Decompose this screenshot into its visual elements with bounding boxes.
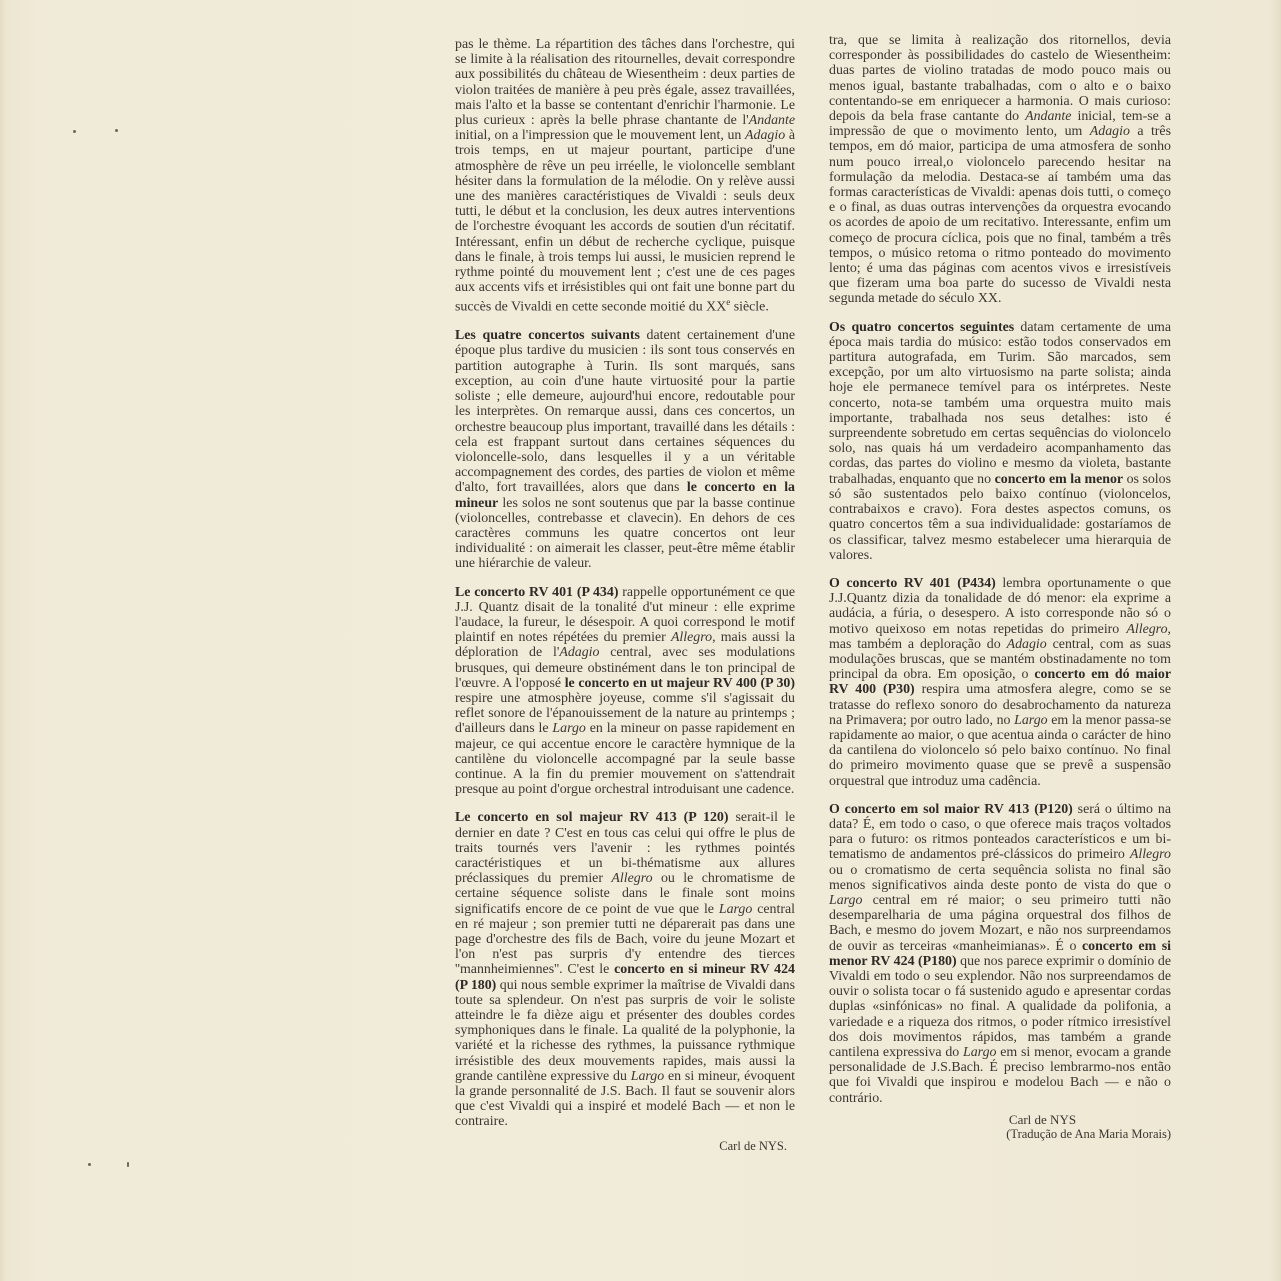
paragraph-four-concertos-pt: Os quatro concertos seguintes datam certamente de uma época mais tardia do músico: estão todos conservados em partitura autografada, em Turim. São marcados, sem excepção, por um alto virtuosismo na parte solista; ainda hoje ele permanece temível para os intérpretes. Neste concerto, nota-se também uma orquestra muito mais importante, trabalhada nos seus detalhes: isto é surpreendente sobretudo em certas sequências do violoncelo solo, nas quais há um verdadeiro acompanhamento das cordas, das partes do violino e mesmo da violeta, bastante trabalhadas, enquanto que no concerto em la menor os solos só são sustentados pelo baixo contínuo (violoncelos, contrabaixos e cravo). Fora destes aspectos comuns, os quatro concertos têm a sua individualidade: gostaríamos de os classificar, talvez mesmo estabelecer uma hierarquia de valores. <box>829 319 1172 563</box>
author-signature-pt: Carl de NYS <box>1008 1111 1077 1127</box>
paragraph-rv401-pt: O concerto RV 401 (P434) lembra oportunamente o que J.J.Quantz dizia da tonalidade de dó menor: ela exprime a audácia, a fúria, o desespero. A isto corresponde não só o motivo queixoso em notas repetidas do primeiro Allegro, mas também a deploração do Adagio central, com as suas modulações bruscas, que se mantém obstinadamente no tom principal da obra. Em oposição, o concerto em dó maior RV 400 (P30) respira uma atmosfera alegre, como se se tratasse do reflexo sonoro do desabrochamento da natureza na Primavera; por outro lado, no Largo em la menor passa-se rapidamente ao maior, o que acentua ainda o carácter de hino da cantilena do violoncelo só pelo baixo contínuo. No final do primeiro movimento quase que se prevê a suspensão orquestral que introduz uma cadência. <box>829 575 1171 789</box>
french-text-column <box>455 37 795 1154</box>
paragraph-intro-fr: pas le thème. La répartition des tâches dans l'orchestre, qui se limite à la réalisation des ritournelles, devait correspondre aux possibilités du château de Wiesentheim : deux parties de violon traitées de manière à peu près égale, assez travaillées, mais l'alto et la basse se contentant d'enrichir l'harmonie. Le plus curieux : après la belle phrase chantante de l'Andante initial, on a l'impression que le mouvement lent, un Adagio à trois temps, en ut majeur pourtant, participe d'une atmosphère de rêve un peu irréelle, le violoncelle semblant hésiter dans la formulation de la mélodie. On y relève aussi une des manières caractéristiques de Vivaldi : seuls deux tutti, le début et la conclusion, les deux autres interventions de l'orchestre évoquant les accords de soutien d'un récitatif. Intéressant, enfin un début de recherche cyclique, puisque dans le finale, à trois temps lui aussi, le musicien reprend le rythme pointé du mouvement lent ; c'est une de ces pages aux accents vifs et irrésistibles qui ont fait une bonne part du succès de Vivaldi en cette seconde moitié du XXe siècle. <box>455 37 795 316</box>
portuguese-text-column <box>829 33 1171 1142</box>
paragraph-four-concertos-fr: Les quatre concertos suivants datent certainement d'une époque plus tardive du musicien : ils sont tous conservés en partition autographe à Turin. Ils sont marqués, sans exception, au coin d'une haute virtuosité pour la partie soliste ; elle demeure, aujourd'hui encore, redoutable pour les interprètes. On remarque aussi, dans ces concertos, un orchestre beaucoup plus important, travaillé dans les détails : cela est frappant surtout dans certaines séquences du violoncelle-solo, dans lesquelles il y a un véritable accompagnement des cordes, des parties de violon et même d'alto, fort travaillées, alors que dans le concerto en la mineur les solos ne sont soutenus que par la basse continue (violoncelles, contrebasse et clavecin). En dehors de ces caractères communs les quatre concertos ont leur individualité : on aimerait les classer, peut-être même établir une hiérarchie de valeur. <box>455 328 795 572</box>
print-speck <box>73 130 76 133</box>
translator-credit: (Tradução de Ana Maria Morais) <box>1006 1126 1171 1141</box>
print-speck <box>115 129 118 132</box>
print-speck <box>88 1163 91 1166</box>
paragraph-intro-pt: tra, que se limita à realização dos ritornellos, devia corresponder às possibilidades do castelo de Wiesentheim: duas partes de violino tratadas de modo pouco mais ou menos igual, bastante trabalhadas, com o alto e o baixo contentando-se em enriquecer a harmonia. O mais curioso: depois da bela frase cantante do Andante inicial, tem-se a impressão de que o movimento lento, um Adagio a três tempos, em dó maior, participa de uma atmosfera de sonho num pouco irreal,o violoncelo parecendo hesitar na formulação da melodia. Destaca-se aí também uma das formas características de Vivaldi: apenas dois tutti, o começo e o final, as duas outras intervenções da orquestra evocando os acordes de apoio de um recitativo. Interessante, enfim um começo de procura cíclica, pois que no final, também a três tempos, o músico retoma o ritmo ponteado do movimento lento; é uma das páginas com acentos vivos e irresistíveis que fizeram uma boa parte do sucesso de Vivaldi nesta segunda metade do século XX. <box>829 33 1172 307</box>
paragraph-rv401-fr: Le concerto RV 401 (P 434) rappelle opportunément ce que J.J. Quantz disait de la tonalité d'ut mineur : elle exprime l'audace, la fureur, le désespoir. A quoi correspond le motif plaintif en notes répétées du premier Allegro, mais aussi la déploration de l'Adagio central, avec ses modulations brusques, qui demeure obstinément dans le ton principal de l'œuvre. A l'opposé le concerto en ut majeur RV 400 (P 30) respire une atmosphère joyeuse, comme s'il s'agissait du reflet sonore de l'épanouissement de la nature au printemps ; d'ailleurs dans le Largo en la mineur on passe rapidement en majeur, ce qui accentue encore le caractère hymnique de la cantilène du violoncelle accompagné par la seule basse continue. A la fin du premier mouvement on s'attendrait presque au point d'orgue orchestral introduisant une cadence. <box>455 584 796 798</box>
author-signature-fr: Carl de NYS. <box>719 1138 787 1153</box>
paragraph-rv413-pt: O concerto em sol maior RV 413 (P120) será o último na data? É, em todo o caso, o que oferece mais traços voltados para o futuro: os ritmos ponteados característicos e um bi-tematismo de andamentos pré-clássicos do primeiro Allegro ou o cromatismo de certa sequência solista no final são menos significativos ainda deste ponto de vista do que o Largo central em ré maior; o seu primeiro tutti não desemparelharia de uma página orquestral dos filhos de Bach, e mesmo do jovem Mozart, e não nos surpreendamos de ouvir as terceiras «manheimianas». É o concerto em si menor RV 424 (P180) que nos parece exprimir o domínio de Vivaldi em todo o seu explendor. Não nos surpreendamos de ouvir o solista tocar o fá sustenido agudo e apresentar cordas duplas «sinfónicas» no final. A qualidade da polifonia, a variedade e a riqueza dos ritmos, o poder rítmico irresistível dos dois movimentos rápidos, mas também a grande cantilena expressiva do Largo em si menor, evocam a grande personalidade de J.S.Bach. É preciso lembrarmo-nos então que foi Vivaldi que inspirou e modelou Bach — e não o contrário. <box>829 801 1171 1106</box>
paragraph-rv413-fr: Le concerto en sol majeur RV 413 (P 120) serait-il le dernier en date ? C'est en tous cas celui qui offre le plus de traits tournés vers l'avenir : les rythmes pointés caractéristiques et un bi-thématisme aux allures préclassiques du premier Allegro ou le chromatisme de certaine séquence soliste dans le finale sont moins significatifs encore de ce point de vue que le Largo central en ré majeur ; son premier tutti ne déparerait pas dans une page d'orchestre des fils de Bach, voire du jeune Mozart et l'on n'est pas surpris d'y entendre des tierces ''mannheimiennes''. C'est le concerto en si mineur RV 424 (P 180) qui nous semble exprimer la maîtrise de Vivaldi dans toute sa splendeur. On n'est pas surpris de voir le soliste atteindre le fa dièze aigu et présenter des doubles cordes symphoniques dans le finale. La qualité de la polyphonie, la variété et la richesse des rythmes, la puissance rythmique irrésistible des deux mouvements rapides, mais aussi la grande cantilène expressive du Largo en si mineur, évoquent la grande personnalité de J.S. Bach. Il faut se souvenir alors que c'est Vivaldi qui a inspiré et modelé Bach — et non le contraire. <box>455 810 796 1130</box>
print-speck <box>127 1162 129 1167</box>
